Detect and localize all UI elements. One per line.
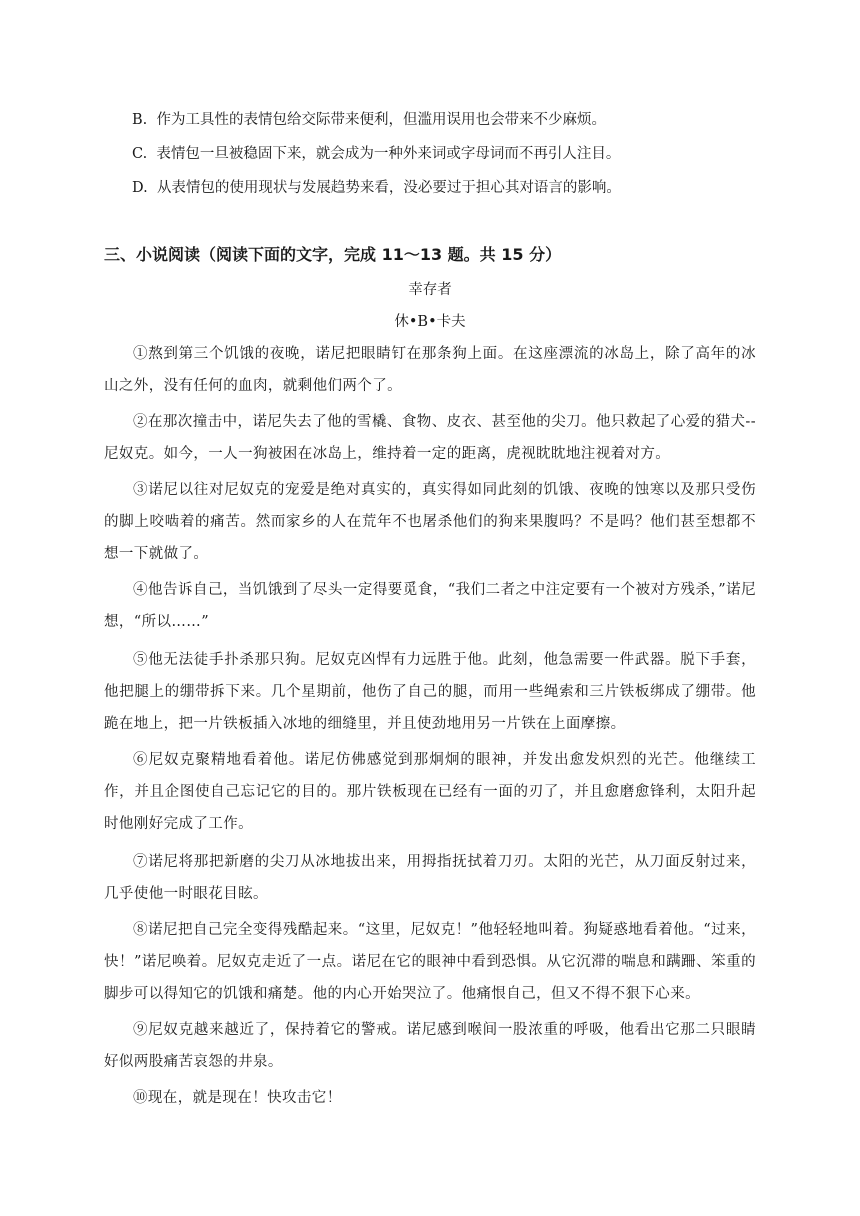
story-paragraph-3: ③诺尼以往对尼奴克的宠爱是绝对真实的，真实得如同此刻的饥饿、夜晚的蚀寒以及那只受伤的脚上咬啮着的痛苦。然而家乡的人在荒年不也屠杀他们的狗来果腹吗？不是吗？他们甚至想都不想一下就做了。 xyxy=(104,482,756,562)
story-paragraph-6: ⑥尼奴克聚精地看着他。诺尼仿佛感觉到那炯炯的眼神，并发出愈发炽烈的光芒。他继续工作，并且企图使自己忘记它的目的。那片铁板现在已经有一面的刃了，并且愈磨愈锋利，太阳升起时他刚好完成了工作。 xyxy=(104,752,756,832)
option-label: B. xyxy=(132,112,148,128)
option-c xyxy=(132,144,620,164)
section-heading: 三、小说阅读（阅读下面的文字，完成 11～13 题。共 15 分） xyxy=(104,245,562,264)
story-title: 幸存者 xyxy=(408,282,452,298)
story-paragraph-5: ⑤他无法徒手扑杀那只狗。尼奴克凶悍有力远胜于他。此刻，他急需要一件武器。脱下手套，他把腿上的绷带拆下来。几个星期前，他伤了自己的腿，而用一些绳索和三片铁板绑成了绷带。他跪在地上，把一片铁板插入冰地的细缝里，并且使劲地用另一片铁在上面摩擦。 xyxy=(104,652,756,732)
option-text: 作为工具性的表情包给交际带来便利，但滥用误用也会带来不少麻烦。 xyxy=(156,112,606,128)
story-paragraph-2: ②在那次撞击中，诺尼失去了他的雪橇、食物、皮衣、甚至他的尖刀。他只救起了心爱的猎犬--尼奴克。如今，一人一狗被困在冰岛上，维持着一定的距离，虎视眈眈地注视着对方。 xyxy=(104,414,756,462)
option-label: C. xyxy=(132,146,148,162)
option-b xyxy=(132,110,606,130)
story-paragraph-1: ①熬到第三个饥饿的夜晚，诺尼把眼睛钉在那条狗上面。在这座漂流的冰岛上，除了高年的冰山之外，没有任何的血肉，就剩他们两个了。 xyxy=(104,346,756,394)
option-label: D. xyxy=(132,180,148,196)
option-d xyxy=(132,178,621,198)
story-paragraph-10: ⑩现在，就是现在！快攻击它！ xyxy=(133,1090,342,1106)
story-paragraph-7: ⑦诺尼将那把新磨的尖刀从冰地拔出来，用拇指抚拭着刀刃。太阳的光芒，从刀面反射过来，几乎使他一时眼花目眩。 xyxy=(104,854,756,902)
story-paragraph-9: ⑨尼奴克越来越近了，保持着它的警戒。诺尼感到喉间一股浓重的呼吸，他看出它那二只眼睛好似两股痛苦哀怨的井泉。 xyxy=(104,1022,756,1070)
option-text: 从表情包的使用现状与发展趋势来看，没必要过于担心其对语言的影响。 xyxy=(156,180,621,196)
option-text: 表情包一旦被稳固下来，就会成为一种外来词或字母词而不再引人注目。 xyxy=(156,146,621,162)
story-paragraph-8: ⑧诺尼把自己完全变得残酷起来。“这里，尼奴克！”他轻轻地叫着。狗疑惑地看着他。“过来，快！”诺尼唤着。尼奴克走近了一点。诺尼在它的眼神中看到恐惧。从它沉滞的喘息和蹒跚、笨重的脚步可以得知它的饥饿和痛楚。他的内心开始哭泣了。他痛恨自己，但又不得不狠下心来。 xyxy=(104,922,756,1002)
story-author: 休•B•卡夫 xyxy=(394,314,466,330)
story-paragraph-4: ④他告诉自己，当饥饿到了尽头一定得要觅食，“我们二者之中注定要有一个被对方残杀，”诺尼想，“所以……” xyxy=(104,582,756,630)
